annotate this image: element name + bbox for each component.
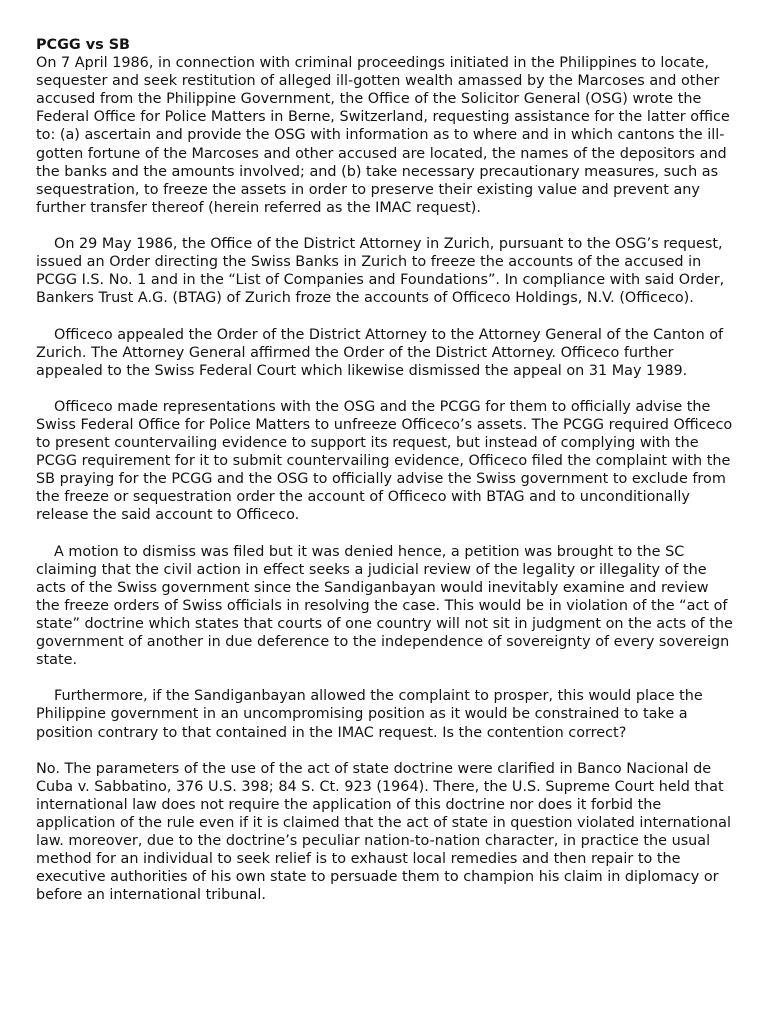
paragraph-representations: Officeco made representations with the OSG and the PCGG for them to officially advise the Swiss Federal Office for Police Matters to unfreeze Officeco’s assets. The PCGG required Officeco to present countervailing evidence to support its request, but instead of complying with the PCGG requirement for it to submit countervailing evidence, Officeco filed the complaint with the SB praying for the PCGG and the OSG to officially advise the Swiss government to exclude from the freeze or sequestration order the account of Officeco with BTAG and to unconditionally release the said account to Officeco. <box>36 398 733 524</box>
paragraph-officeco-appeal: Officeco appealed the Order of the District Attorney to the Attorney General of the Canton of Zurich. The Attorney General affirmed the Order of the District Attorney. Officeco further appealed to the Swiss Federal Court which likewise dismissed the appeal on 31 May 1989. <box>36 326 724 379</box>
document-page <box>36 36 736 923</box>
paragraph-imac-request: On 7 April 1986, in connection with criminal proceedings initiated in the Philippines to locate, sequester and seek restitution of alleged ill-gotten wealth amassed by the Marcoses and other accused from the Philippine Government, the Office of the Solicitor General (OSG) wrote the Federal Office for Police Matters in Berne, Switzerland, requesting assistance for the latter office to: (a) ascertain and provide the OSG with information as to where and in which cantons the ill-gotten fortune of the Marcoses and other accused are located, the names of the depositors and the banks and the amounts involved; and (b) take necessary precautionary measures, such as sequestration, to freeze the assets in order to preserve their existing value and prevent any further transfer thereof (herein referred as the IMAC request). <box>36 55 730 216</box>
paragraph-question: Furthermore, if the Sandiganbayan allowed the complaint to prosper, this would place the Philippine government in an uncompromising position as it would be constrained to take a position contrary to that contained in the IMAC request. Is the contention correct? <box>36 688 703 741</box>
paragraph-motion-to-dismiss: A motion to dismiss was filed but it was denied hence, a petition was brought to the SC claiming that the civil action in effect seeks a judicial review of the legality or illegality of the acts of the Swiss government since the Sandiganbayan would inevitably examine and review the freeze orders of Swiss officials in resolving the case. This would be in violation of the “act of state” doctrine which states that courts of one country will not sit in judgment on the acts of the government of another in due deference to the independence of sovereignty of every sovereign state. <box>36 543 733 669</box>
paragraph-freeze-order: On 29 May 1986, the Office of the District Attorney in Zurich, pursuant to the OSG’s request, issued an Order directing the Swiss Banks in Zurich to freeze the accounts of the accused in PCGG I.S. No. 1 and in the “List of Companies and Foundations”. In compliance with said Order, Bankers Trust A.G. (BTAG) of Zurich froze the accounts of Officeco Holdings, N.V. (Officeco). <box>36 236 725 307</box>
paragraph-answer: No. The parameters of the use of the act of state doctrine were clarified in Banco Nacional de Cuba v. Sabbatino, 376 U.S. 398; 84 S. Ct. 923 (1964). There, the U.S. Supreme Court held that international law does not require the application of this doctrine nor does it forbid the application of the rule even if it is claimed that the act of state in question violated international law. moreover, due to the doctrine’s peculiar nation-to-nation character, in practice the usual method for an individual to seek relief is to exhaust local remedies and then repair to the executive authorities of his own state to persuade them to champion his claim in diplomacy or before an international tribunal. <box>36 760 731 904</box>
document-title: PCGG vs SB <box>36 37 131 53</box>
